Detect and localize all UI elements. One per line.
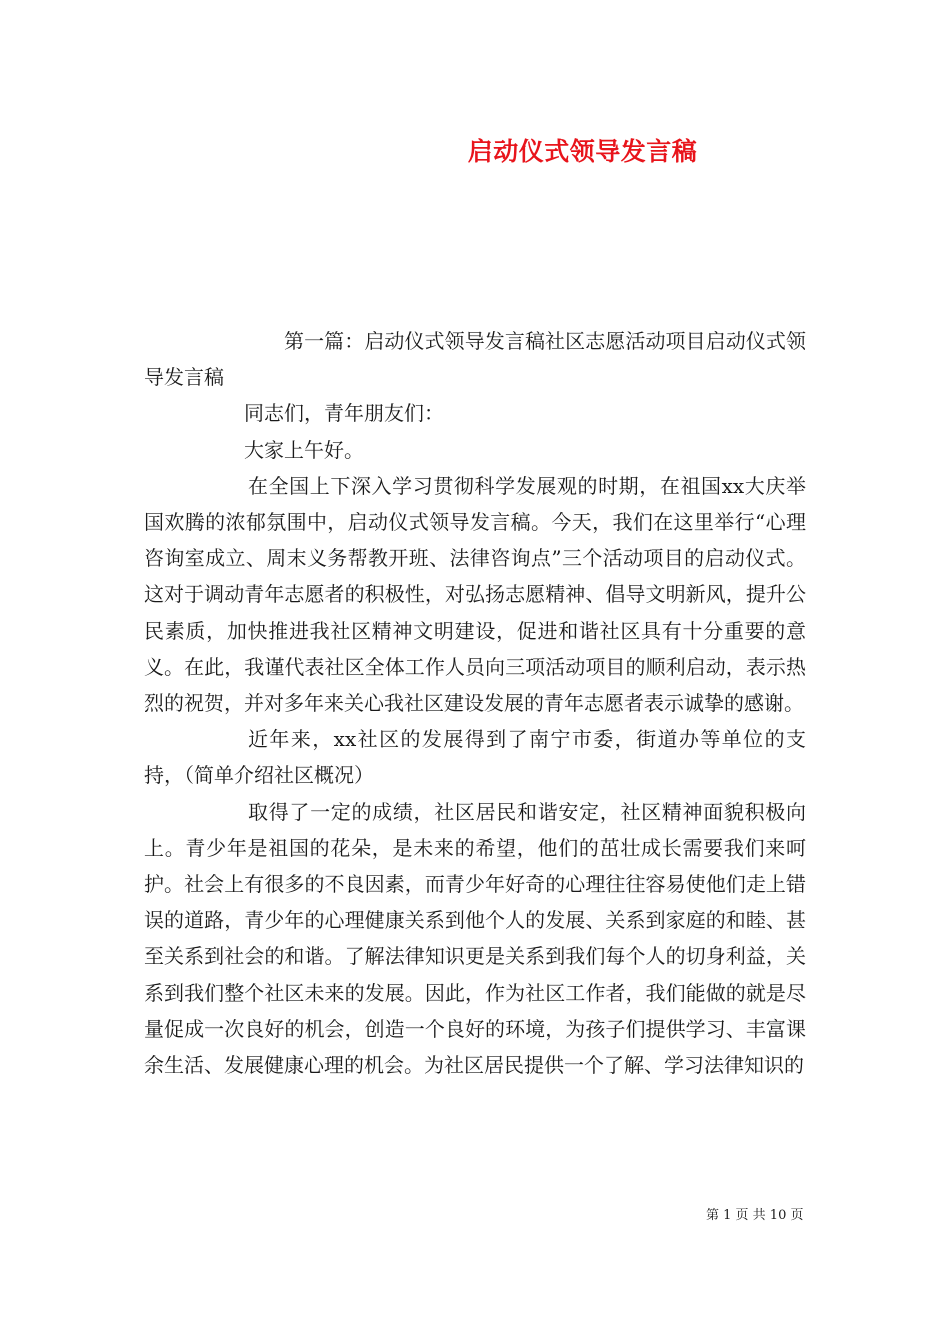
paragraph-greeting: 同志们，青年朋友们： bbox=[244, 401, 444, 426]
paragraph-heading: 第一篇：启动仪式领导发言稿社区志愿活动项目启动仪式领导发言稿 bbox=[144, 329, 806, 390]
paragraph-body: 取得了一定的成绩，社区居民和谐安定，社区精神面貌积极向上。青少年是祖国的花朵，是未来的希望，他们的茁壮成长需要我们来呵护。社会上有很多的不良因素，而青少年好奇的心理往往容易使他们走上错误的道路，青少年的心理健康关系到他个人的发展、关系到家庭的和睦、甚至关系到社会的和谐。了解法律知识更是关系到我们每个人的切身利益，关系到我们整个社区未来的发展。因此，作为社区工作者，我们能做的就是尽量促成一次良好的机会，创造一个良好的环境，为孩子们提供学习、丰富课余生活、发展健康心理的机会。为社区居民提供一个了解、学习法律知识的 bbox=[144, 799, 806, 1078]
page-number-footer: 第 1 页 共 10 页 bbox=[706, 1208, 804, 1223]
document-body bbox=[144, 323, 806, 1083]
paragraph-body: 近年来，xx社区的发展得到了南宁市委，街道办等单位的支持，（简单介绍社区概况） bbox=[144, 727, 806, 788]
paragraph-body: 在全国上下深入学习贯彻科学发展观的时期，在祖国xx大庆举国欢腾的浓郁氛围中，启动仪式领导发言稿。今天，我们在这里举行“心理咨询室成立、周末义务帮教开班、法律咨询点”三个活动项目的启动仪式。这对于调动青年志愿者的积极性，对弘扬志愿精神、倡导文明新风，提升公民素质，加快推进我社区精神文明建设，促进和谐社区具有十分重要的意义。在此，我谨代表社区全体工作人员向三项活动项目的顺利启动，表示热烈的祝贺，并对多年来关心我社区建设发展的青年志愿者表示诚挚的感谢。 bbox=[144, 473, 806, 716]
document-title: 启动仪式领导发言稿 bbox=[467, 137, 698, 166]
paragraph-salutation: 大家上午好。 bbox=[244, 437, 364, 462]
